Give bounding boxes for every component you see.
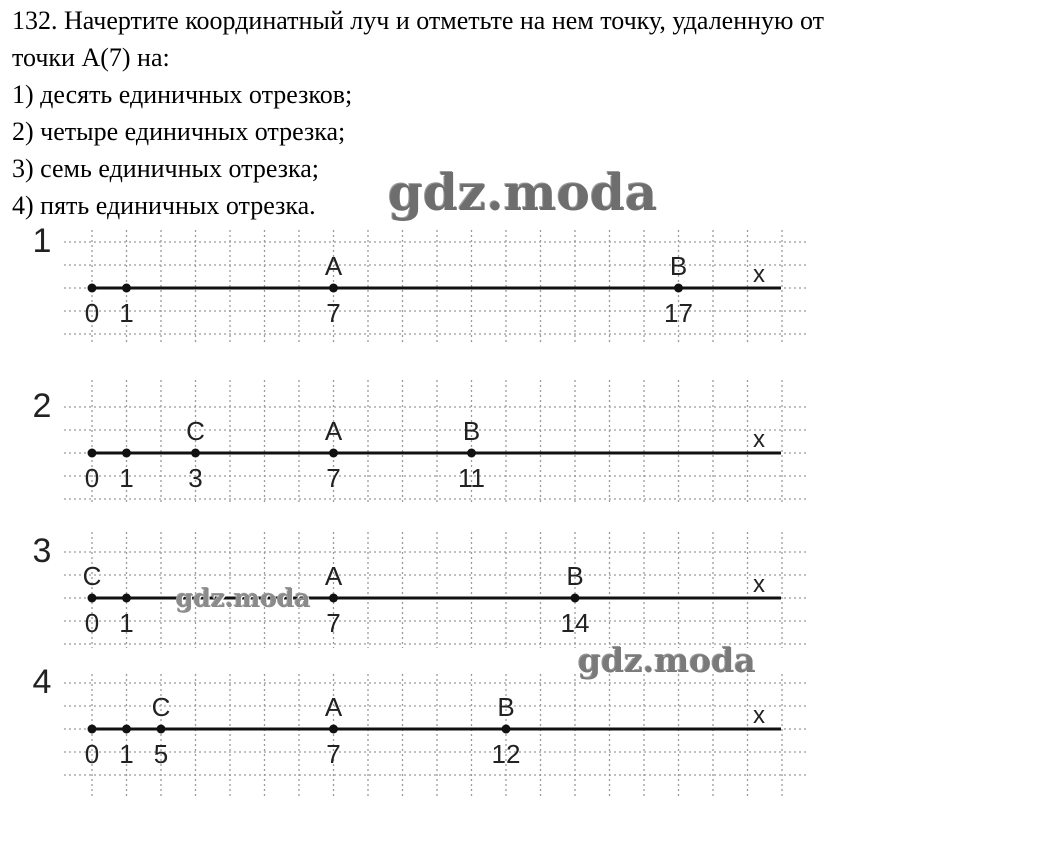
point-letter-C: C: [151, 692, 171, 722]
problem-line-6: 4) пять единичных отрезка.: [12, 191, 316, 220]
tick-label: 7: [326, 739, 341, 769]
ray-number-4: 4: [32, 663, 52, 701]
tick-label: 7: [326, 298, 341, 328]
watermark-main: gdz.moda: [388, 163, 658, 222]
tick-label: 1: [119, 608, 134, 638]
watermark-ray-3: gdz.moda: [176, 584, 311, 613]
axis-label-x: x: [753, 261, 765, 288]
ray-point: [329, 725, 338, 734]
ray-point: [88, 725, 97, 734]
ray-point: [329, 449, 338, 458]
point-letter-A: A: [324, 561, 343, 591]
ray-point: [88, 449, 97, 458]
ray-point: [674, 284, 683, 293]
ray-number-3: 3: [32, 532, 52, 570]
ray-point: [88, 594, 97, 603]
problem-line-1: 132. Начертите координатный луч и отметьте на нем точку, удаленную от: [12, 6, 824, 35]
point-letter-A: A: [324, 692, 343, 722]
axis-label-x: x: [753, 571, 765, 598]
tick-label: 1: [119, 463, 134, 493]
ray-point: [88, 284, 97, 293]
tick-label: 0: [84, 608, 100, 638]
tick-label: 11: [458, 463, 485, 493]
tick-label: 3: [188, 463, 203, 493]
ray-point: [122, 725, 131, 734]
ray-point: [467, 449, 476, 458]
point-letter-B: B: [566, 561, 584, 591]
tick-label: 0: [84, 463, 100, 493]
problem-line-4: 2) четыре единичных отрезка;: [12, 117, 346, 146]
tick-label: 5: [153, 739, 169, 769]
point-letter-B: B: [669, 251, 688, 281]
problem-line-2: точки A(7) на:: [12, 43, 170, 72]
axis-label-x: x: [753, 426, 765, 453]
tick-label: 7: [326, 608, 341, 638]
ray-point: [122, 594, 131, 603]
ray-point: [502, 725, 511, 734]
ray-point: [191, 449, 200, 458]
tick-label: 0: [84, 739, 100, 769]
tick-label: 14: [560, 608, 590, 638]
point-letter-A: A: [324, 416, 343, 446]
axis-label-x: x: [753, 702, 765, 729]
problem-line-3: 1) десять единичных отрезков;: [12, 80, 353, 109]
tick-label: 0: [84, 298, 100, 328]
tick-label: 7: [326, 463, 341, 493]
ray-point: [329, 284, 338, 293]
ray-point: [122, 284, 131, 293]
ray-point: [329, 594, 338, 603]
point-letter-A: A: [324, 251, 343, 281]
tick-label: 17: [664, 298, 693, 328]
point-letter-B: B: [497, 692, 515, 722]
watermark-between-rays: gdz.moda: [578, 641, 756, 680]
ray-point: [122, 449, 131, 458]
ray-point: [157, 725, 166, 734]
ray-number-1: 1: [32, 222, 52, 260]
tick-label: 12: [491, 739, 521, 769]
tick-label: 1: [119, 298, 134, 328]
point-letter-C: C: [82, 561, 102, 591]
point-letter-B: B: [462, 416, 481, 446]
point-letter-C: C: [186, 416, 205, 446]
ray-point: [571, 594, 580, 603]
problem-line-5: 3) семь единичных отрезка;: [12, 154, 319, 183]
ray-number-2: 2: [32, 387, 52, 425]
tick-label: 1: [119, 739, 134, 769]
